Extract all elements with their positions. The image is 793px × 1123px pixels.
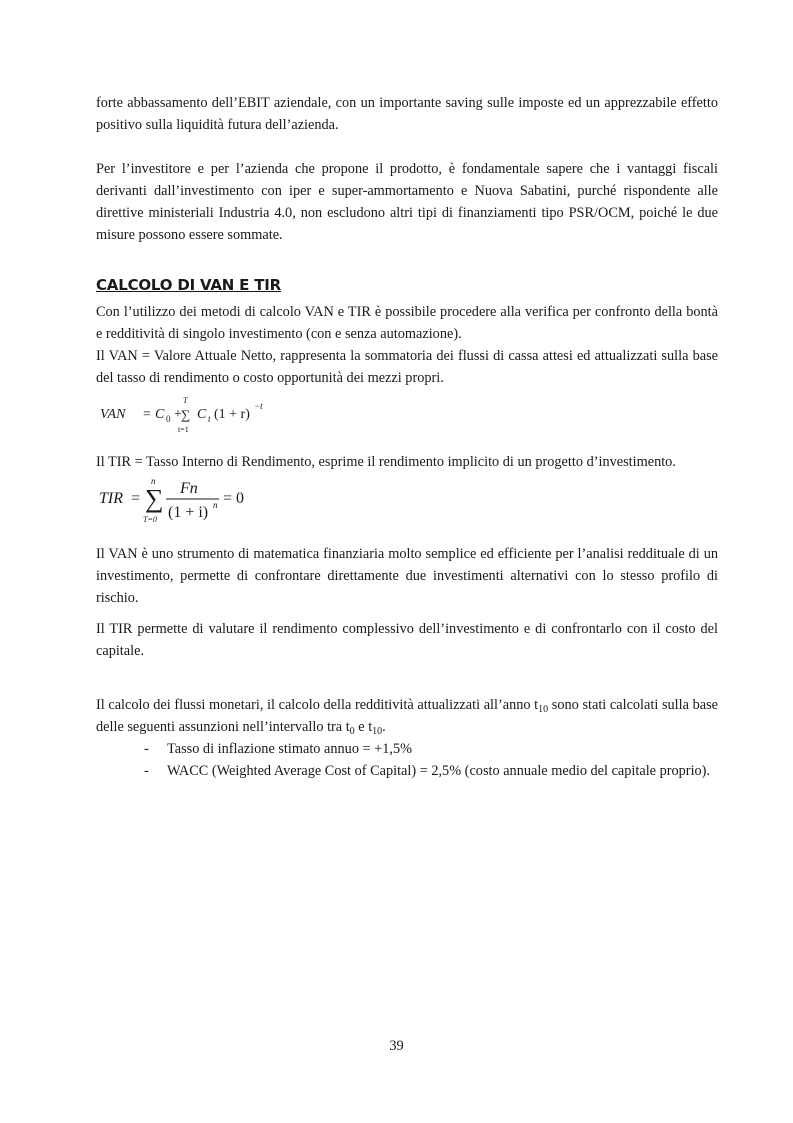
van-plus: +	[174, 407, 182, 422]
tir-equals: =	[131, 490, 141, 507]
tir-lhs: TIR	[99, 490, 123, 507]
list-dash: -	[144, 763, 149, 779]
van-exponent: −t	[254, 401, 263, 411]
assumptions-list	[96, 738, 718, 782]
section-heading: CALCOLO DI VAN E TIR	[96, 276, 281, 294]
tir-sigma: ∑	[145, 484, 164, 513]
list-dash: -	[144, 741, 149, 757]
paragraph-tir-description: Il TIR permette di valutare il rendimento complessivo dell’investimento e di confrontarlo con il costo del capitale.	[96, 621, 718, 659]
paragraph-incentives: Per l’investitore e per l’azienda che propone il prodotto, è fondamentale sapere che i vantaggi fiscali derivanti dall’investimento con iper e super-ammortamento e Nuova Sabatini, purché rispondente alle direttive ministeriali Industria 4.0, non escludono altri tipi di finanziamenti tipo PSR/OCM, poiché le due misure possono essere sommate.	[96, 161, 718, 243]
page-number: 39	[389, 1038, 404, 1054]
list-item: - Tasso di inflazione stimato annuo = +1,5%	[144, 738, 718, 760]
tir-rhs: = 0	[223, 490, 245, 507]
tir-numerator: Fn	[180, 480, 198, 497]
tir-formula	[96, 475, 276, 525]
tir-denominator: (1 + i)	[168, 504, 209, 521]
tir-sum-upper: n	[151, 476, 156, 486]
paragraph-intro: Con l’utilizzo dei metodi di calcolo VAN e TIR è possibile procedere alla verifica per confronto della bontà e redditività di singolo investimento (con e senza automazione).	[96, 304, 718, 342]
paragraph-tir-definition: Il TIR = Tasso Interno di Rendimento, esprime il rendimento implicito di un progetto d’investimento.	[96, 454, 676, 470]
van-equals: =	[143, 407, 151, 422]
tir-denominator-exp: n	[213, 500, 218, 510]
paragraph-ebit: forte abbassamento dell’EBIT aziendale, con un importante saving sulle imposte ed un apprezzabile effetto positivo sulla liquidità futura dell’azienda.	[96, 95, 718, 133]
van-sum-upper: T	[183, 396, 188, 405]
van-ct: C	[197, 407, 207, 422]
paragraph-van-definition: Il VAN = Valore Attuale Netto, rappresenta la sommatoria dei flussi di cassa attesi ed attualizzati sulla base del tasso di rendimento o costo opportunità dei mezzi propri.	[96, 348, 718, 386]
van-paren: (1 + r)	[214, 407, 250, 422]
van-formula	[96, 395, 276, 439]
van-c: C	[155, 407, 165, 422]
page-body	[96, 92, 718, 782]
tir-sum-lower: T=0	[143, 515, 157, 524]
van-ct-sub: t	[208, 414, 211, 424]
paragraph-van-description: Il VAN è uno strumento di matematica finanziaria molto semplice ed efficiente per l’analisi reddituale di un investimento, permette di confrontare direttamente due investimenti alternativi con lo stesso profilo di rischio.	[96, 546, 718, 606]
van-lhs: VAN	[100, 407, 126, 422]
list-item: - WACC (Weighted Average Cost of Capital) = 2,5% (costo annuale medio del capitale proprio).	[144, 760, 718, 782]
van-c-sub: 0	[166, 414, 171, 424]
paragraph-assumptions-intro: Il calcolo dei flussi monetari, il calcolo della redditività attualizzati all’anno $t_{10}$ sono stati calcolati sulla base delle seguenti assunzioni nell’intervallo tra $t_0$ e $t_{10}$.	[96, 697, 719, 737]
van-sum-lower: t=1	[178, 425, 189, 434]
van-sigma: ∑	[181, 407, 191, 422]
